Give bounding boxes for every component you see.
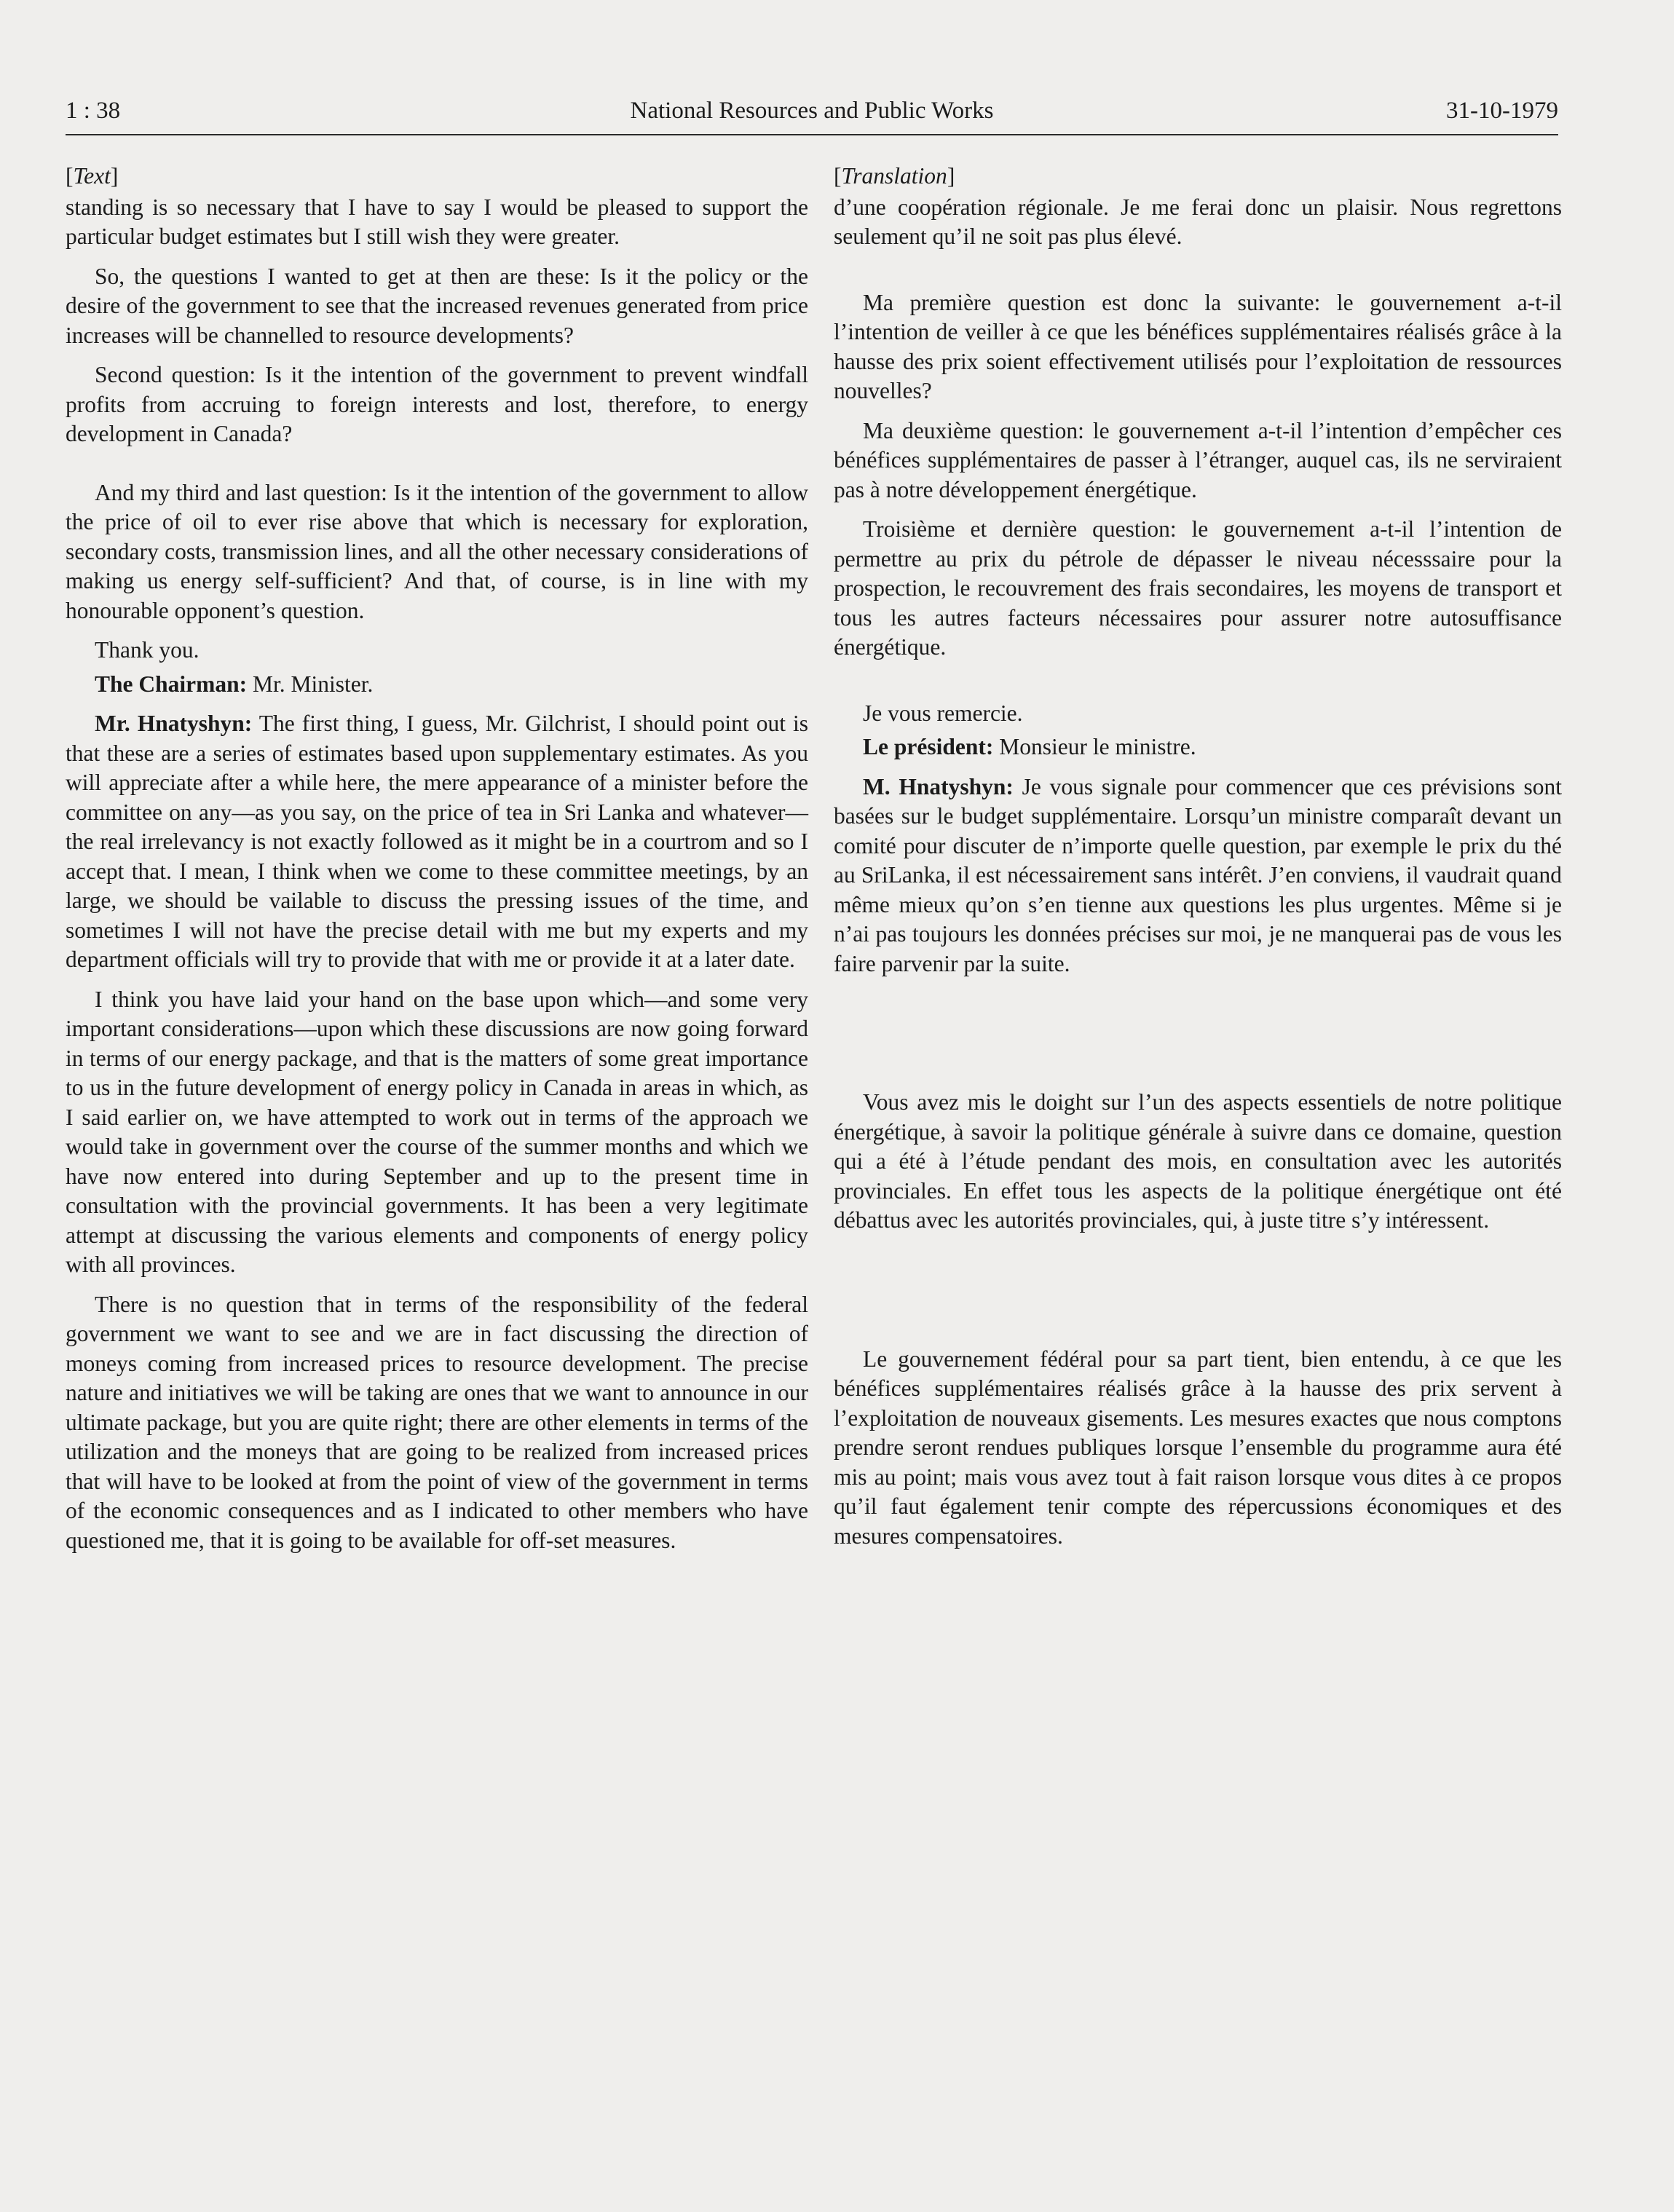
en-paragraph-9: There is no question that in terms of the responsibility of the federal government we want to see and we are in fact discussing the direction of moneys coming from increased prices to resource development. The precise nature and initiatives we will be taking are ones that we want to announce in our ultimate package, but you are quite right; there are other elements in terms of the utilization and the moneys that are going to be realized from increased prices that will have to be looked at from the point of view of the government in terms of the economic consequences and as I indicated to other members who have questioned me, that it is going to be available for off-set measures. <box>66 1291 808 1553</box>
fr-paragraph-3: Ma deuxième question: le gouvernement a-t-il l’intention d’empêcher ces bénéfices supplémentaires de passer à l’étranger, auquel cas, ils ne serviraient pas à notre développement énergétique. <box>834 417 1562 502</box>
fr-paragraph-1: d’une coopération régionale. Je me ferai donc un plaisir. Nous regrettons seulement qu’il ne soit pas plus élevé. <box>834 194 1562 249</box>
en-speaker-chairman: The Chairman: <box>95 671 248 697</box>
en-paragraph-4: And my third and last question: Is it the intention of the government to allow the price of oil to ever rise above that which is necessary for exploration, secondary costs, transmission lines, and all the other necessary considerations of making us energy self-sufficient? And that, of course, is in line with my honourable opponent’s question. <box>66 479 808 623</box>
en-paragraph-7: Mr. Hnatyshyn: The first thing, I guess, Mr. Gilchrist, I should point out is that these are a series of estimates based upon supplementary estimates. As you will appreciate after a while here, the mere appearance of a minister before the committee on any—as you say, on the price of tea in Sri Lanka and whatever—the real irrelevancy is not exactly followed as it might be in a courtrom and so I accept that. I mean, I think when we come to these committee meetings, by an large, we should be vailable to discuss the pressing issues of the time, and sometimes I will not have the precise detail with me but my experts and my department officials will try to provide that with me or provide it at a later date. <box>66 711 808 972</box>
page-header <box>66 86 1558 135</box>
french-label-word: Translation <box>841 163 947 189</box>
publication-title: National Resources and Public Works <box>630 98 994 124</box>
page-date: 31-10-1979 <box>1446 98 1558 124</box>
english-label-word: Text <box>73 163 111 189</box>
fr-paragraph-7: M. Hnatyshyn: Je vous signale pour commencer que ces prévisions sont basées sur le budget supplémentaire. Lorsqu’un ministre comparaît devant un comité pour discuter de n’importe quelle question, par exemple le prix du thé au SriLanka, il est nécessairement sans intérêt. J’en conviens, il vaudrait quand même mieux qu’on s’en tienne aux questions les plus urgentes. Même si je n’ai pas toujours les données précises sur moi, je ne manquerai pas de vous les faire parvenir par la suite. <box>834 773 1562 976</box>
fr-speaker-hnatyshyn: M. Hnatyshyn: <box>863 773 1014 799</box>
fr-paragraph-5: Je vous remercie. <box>863 700 1023 726</box>
french-label: [Translation] <box>834 163 955 189</box>
french-column <box>834 162 1562 1551</box>
fr-speaker-president: Le président: <box>863 734 994 759</box>
english-label: [Text] <box>66 163 119 189</box>
en-speaker-hnatyshyn: Mr. Hnatyshyn: <box>95 711 253 736</box>
page-number: 1 : 38 <box>66 98 121 124</box>
english-column <box>66 162 808 1555</box>
en-paragraph-6: The Chairman: Mr. Minister. <box>95 671 374 697</box>
fr-paragraph-4: Troisième et dernière question: le gouvernement a-t-il l’intention de permettre au prix du pétrole de dépasser le niveau nécesssaire pour la prospection, le recouvrement des frais secondaires, les moyens de transport et tous les autres facteurs nécessaires pour assurer notre autosuffisance énergétique. <box>834 516 1562 660</box>
fr-paragraph-2: Ma première question est donc la suivante: le gouvernement a-t-il l’intention de veiller à ce que les bénéfices supplémentaires réalisés grâce à la hausse des prix soient effectivement utilisés pour l’exploitation de ressources nouvelles? <box>834 289 1562 403</box>
en-paragraph-8: I think you have laid your hand on the base upon which—and some very important considerations—upon which these discussions are now going forward in terms of our energy package, and that is the matters of some great importance to us in the future development of energy policy in Canada in areas in which, as I said earlier on, we have attempted to work out in terms of the approach we would take in government over the course of the summer months and which we have now entered into during September and up to the present time in consultation with the provincial governments. It has been a very legitimate attempt at discussing the various elements and components of energy policy with all provinces. <box>66 986 808 1277</box>
en-paragraph-5: Thank you. <box>95 637 200 663</box>
fr-paragraph-8: Vous avez mis le doight sur l’un des aspects essentiels de notre politique énergétique, à savoir la politique générale à suivre dans ce domaine, question qui a été à l’étude pendant des mois, en consultation avec les autorités provinciales. En effet tous les aspects de la politique énergétique ont été débattus avec les autorités provinciales, qui, à juste titre s’y intéressent. <box>834 1089 1562 1233</box>
en-paragraph-1: standing is so necessary that I have to say I would be pleased to support the particular budget estimates but I still wish they were greater. <box>66 194 808 249</box>
en-paragraph-2: So, the questions I wanted to get at then are these: Is it the policy or the desire of the government to see that the increased revenues generated from price increases will be channelled to resource developments? <box>66 263 808 348</box>
en-paragraph-3: Second question: Is it the intention of the government to prevent windfall profits from accruing to foreign interests and lost, therefore, to energy development in Canada? <box>66 362 808 446</box>
fr-paragraph-9: Le gouvernement fédéral pour sa part tient, bien entendu, à ce que les bénéfices supplémentaires réalisés grâce à la hausse des prix servent à l’exploitation de nouveaux gisements. Les mesures exactes que nous comptons prendre seront rendues publiques lorsque l’ensemble du programme aura été mis au point; mais vous avez tout à fait raison lorsque vous dites à ce propos qu’il faut également tenir compte des répercussions économiques et des mesures compensatoires. <box>834 1346 1562 1549</box>
fr-paragraph-6: Le président: Monsieur le ministre. <box>863 734 1196 759</box>
